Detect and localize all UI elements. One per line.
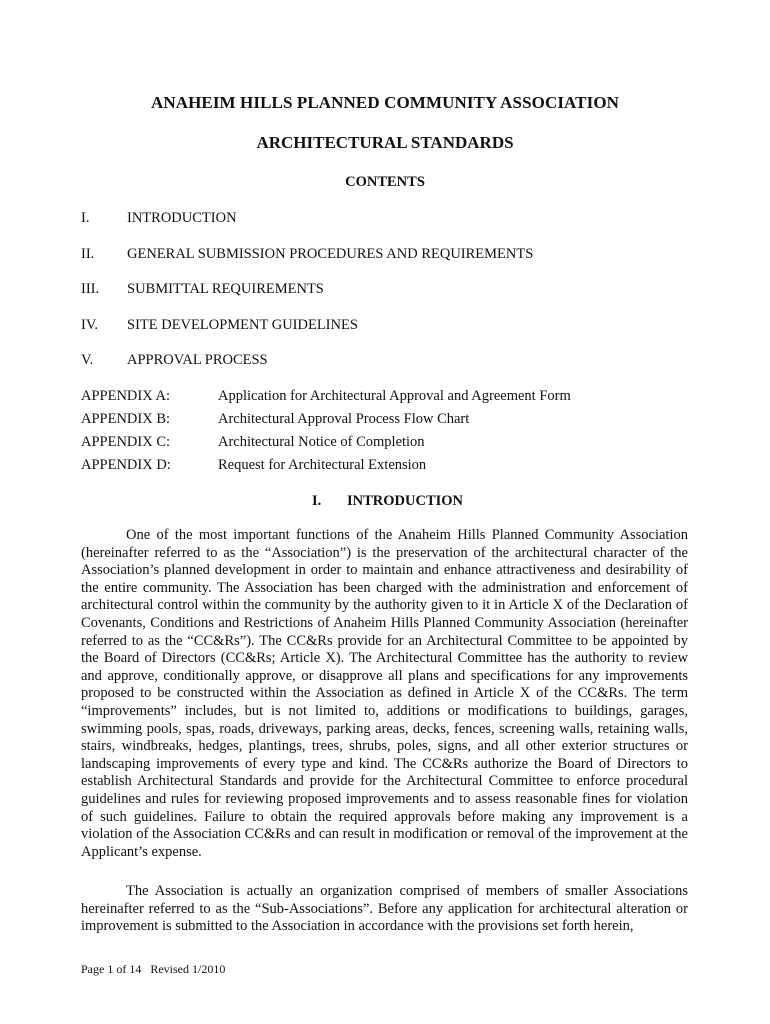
- toc-label: SITE DEVELOPMENT GUIDELINES: [127, 317, 358, 333]
- section-title: INTRODUCTION: [347, 493, 464, 509]
- body-paragraph: One of the most important functions of the Anaheim Hills Planned Community Association (hereinafter referred to as the “Association”) is the preservation of the architectural character of the Association’s planned development in order to maintain and enhance attractiveness and desirability of the entire community. The Association has been charged with the administration and enforcement of architectural control within the community by the authority given to it in Article X of the Declaration of Covenants, Conditions and Restrictions of Anaheim Hills Planned Community Association (hereinafter referred to as the “CC&Rs”). The CC&Rs provide for an Architectural Committee to be appointed by the Board of Directors (CC&Rs; Article X). The Architectural Committee has the authority to review and approve, conditionally approve, or disapprove all plans and specifications for any improvements proposed to be constructed within the Association as defined in Article X of the CC&Rs. The term “improvements” includes, but is not limited to, additions or modifications to buildings, garages, swimming pools, spas, roads, driveways, parking areas, decks, fences, screening walls, retaining walls, stairs, windbreaks, hedges, plantings, trees, shrubs, poles, signs, and all other exterior structures or landscaping improvements of every type and kind. The CC&Rs authorize the Board of Directors to establish Architectural Standards and provide for the Architectural Committee to enforce procedural guidelines and rules for reviewing proposed improvements and to assess reasonable fines for violation of such guidelines. Failure to obtain the required approvals before making any improvement is a violation of the Association CC&Rs and can result in modification or removal of the improvement at the Applicant’s expense.: [81, 527, 688, 860]
- appendix-title: Architectural Notice of Completion: [218, 434, 425, 450]
- toc-number: V.: [81, 352, 94, 368]
- appendix-title: Architectural Approval Process Flow Chart: [218, 411, 470, 427]
- toc-number: IV.: [81, 317, 99, 333]
- appendix-key: APPENDIX C:: [81, 434, 171, 450]
- toc-label: GENERAL SUBMISSION PROCEDURES AND REQUIREMENTS: [127, 246, 534, 262]
- section-number: I.: [312, 493, 322, 509]
- revision-date: Revised 1/2010: [150, 962, 226, 976]
- contents-heading: CONTENTS: [345, 174, 425, 190]
- toc-label: SUBMITTAL REQUIREMENTS: [127, 281, 324, 297]
- appendix-key: APPENDIX A:: [81, 388, 171, 404]
- toc-label: INTRODUCTION: [127, 210, 237, 226]
- toc-label: APPROVAL PROCESS: [127, 352, 268, 368]
- document-title: ANAHEIM HILLS PLANNED COMMUNITY ASSOCIATION: [150, 93, 620, 112]
- appendix-key: APPENDIX D:: [81, 457, 171, 473]
- toc-number: III.: [81, 281, 100, 297]
- appendix-key: APPENDIX B:: [81, 411, 171, 427]
- toc-number: I.: [81, 210, 90, 226]
- appendix-title: Request for Architectural Extension: [218, 457, 427, 473]
- document-subtitle: ARCHITECTURAL STANDARDS: [256, 133, 514, 152]
- page-footer: [81, 962, 225, 977]
- body-paragraph: The Association is actually an organization comprised of members of smaller Associations hereinafter referred to as the “Sub-Associations”. Before any application for architectural alteration or improvement is submitted to the Association in accordance with the provisions set forth herein,: [81, 883, 688, 935]
- toc-number: II.: [81, 246, 95, 262]
- page-number: Page 1 of 14: [81, 962, 142, 976]
- appendix-title: Application for Architectural Approval and Agreement Form: [218, 388, 571, 404]
